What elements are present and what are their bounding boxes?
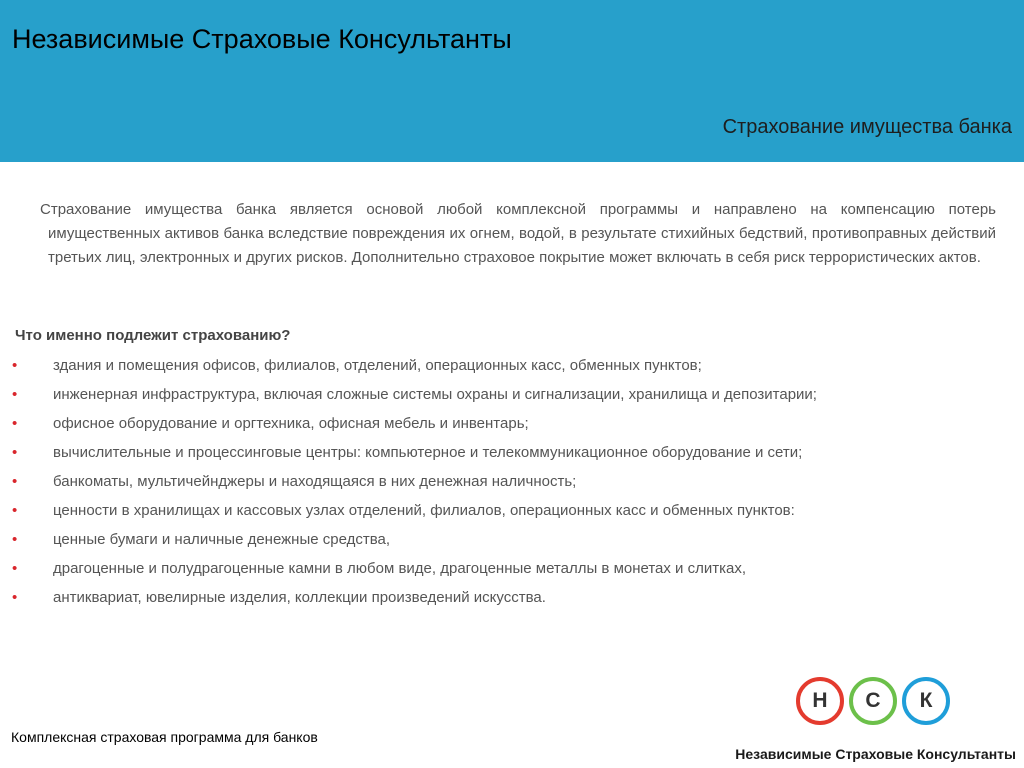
list-item-text: офисное оборудование и оргтехника, офисная мебель и инвентарь; xyxy=(53,415,529,432)
page-title: Независимые Страховые Консультанты xyxy=(12,24,512,54)
company-logo xyxy=(796,677,956,729)
bullet-icon: • xyxy=(12,589,18,606)
list-item-text: ценности в хранилищах и кассовых узлах отделений, филиалов, операционных касс и обменных пунктов: xyxy=(53,502,795,519)
bullet-icon: • xyxy=(12,444,18,461)
list-item xyxy=(12,354,1012,383)
list-item xyxy=(12,441,1012,470)
footer-program-label: Комплексная страховая программа для банков xyxy=(11,729,318,745)
bullet-icon: • xyxy=(12,502,18,519)
bullet-icon: • xyxy=(12,473,18,490)
bullet-icon: • xyxy=(12,386,18,403)
list-item xyxy=(12,528,1012,557)
list-item xyxy=(12,412,1012,441)
logo-circle-k: К xyxy=(902,677,950,725)
list-item-text: инженерная инфраструктура, включая сложные системы охраны и сигнализации, хранилища и депозитарии; xyxy=(53,386,817,403)
section-heading: Что именно подлежит страхованию? xyxy=(15,327,291,344)
bullet-icon: • xyxy=(12,357,18,374)
list-item xyxy=(12,586,1012,615)
page-subtitle: Страхование имущества банка xyxy=(722,116,1012,138)
intro-text: Страхование имущества банка является основой любой комплексной программы и направлено на компенсацию потерь имущественных активов банка вследствие повреждения их огнем, водой, в результате стихийных бедствий, противоправных действий третьих лиц, электронных и других рисков. Дополнительно страховое покрытие может включать в себя риск террористических актов. xyxy=(40,201,996,266)
list-item xyxy=(12,557,1012,586)
list-item-text: здания и помещения офисов, филиалов, отделений, операционных касс, обменных пунктов; xyxy=(53,357,702,374)
bullet-icon: • xyxy=(12,560,18,577)
list-item-text: драгоценные и полудрагоценные камни в любом виде, драгоценные металлы в монетах и слитках, xyxy=(53,560,747,577)
bullet-icon: • xyxy=(12,531,18,548)
list-item-text: банкоматы, мультичейнджеры и находящаяся в них денежная наличность; xyxy=(53,473,577,490)
logo-circle-n: Н xyxy=(796,677,844,725)
header-banner xyxy=(0,0,1024,162)
logo-circle-s: С xyxy=(849,677,897,725)
list-item xyxy=(12,383,1012,412)
list-item-text: ценные бумаги и наличные денежные средства, xyxy=(53,531,391,548)
footer-company-name: Независимые Страховые Консультанты xyxy=(735,746,1016,762)
bullet-icon: • xyxy=(12,415,18,432)
insured-items-list xyxy=(12,354,1012,615)
intro-paragraph xyxy=(40,198,996,270)
list-item-text: вычислительные и процессинговые центры: компьютерное и телекоммуникационное оборудование и сети; xyxy=(53,444,803,461)
list-item xyxy=(12,470,1012,499)
list-item-text: антиквариат, ювелирные изделия, коллекции произведений искусства. xyxy=(53,589,546,606)
list-item xyxy=(12,499,1012,528)
